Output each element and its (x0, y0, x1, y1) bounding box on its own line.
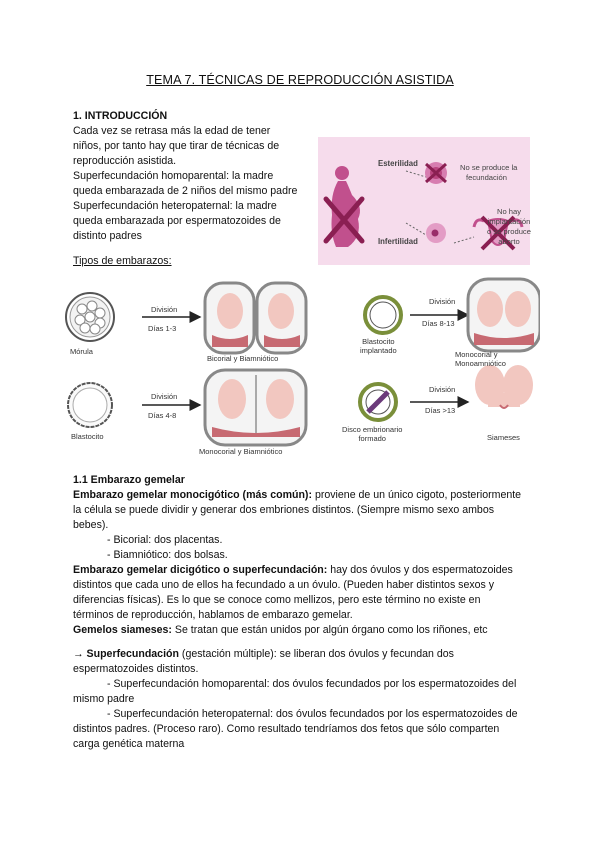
note-no-fertilization (460, 163, 517, 183)
stage-line: Blastocito (362, 337, 395, 346)
bicorial-biamniotic-icon (205, 283, 306, 353)
infertility-infographic (318, 137, 530, 265)
result-label-bicorial: Bicorial y Biamniótico (207, 354, 279, 363)
superfec-bullet-heteropaternal: - Superfecundación heteropaternal: dos óvulos fecundados por los espermatozoides de (107, 708, 518, 720)
intro-line: Superfecundación homoparental: la madre (73, 170, 274, 182)
di-term: Embarazo gemelar dicigótico o superfecundación: (73, 564, 328, 576)
stage-line: formado (358, 434, 386, 443)
result-label-siameses: Siameses (487, 433, 520, 442)
intro-line: reproducción asistida. (73, 155, 177, 167)
di-line: distintos que cada uno de ellos ha fecundado a un óvulo. (Pueden haber distintos sexos y (73, 579, 495, 591)
result-label-monoamniotico: Monocorial y Monoamniótico (455, 350, 506, 368)
arrow-label-days: Días >13 (425, 406, 456, 415)
note-line: No se produce la (460, 163, 518, 172)
di-text: hay dos óvulos y dos espermatozoides (327, 564, 513, 576)
di-line: términos de reproducción, hablamos de embarazo gemelar. (73, 609, 353, 621)
superfec-bullet-homoparental: - Superfecundación homoparental: dos óvulos fecundados por los espermatozoides del (107, 678, 517, 690)
mono-line: bebes). (73, 519, 109, 531)
arrow-label-days: Días 8-13 (422, 319, 455, 328)
label-esterilidad: Esterilidad (378, 159, 418, 168)
note-line: aborto (498, 237, 520, 246)
arrow-label-division: División (429, 385, 456, 394)
superfec-line: espermatozoides distintos. (73, 663, 199, 675)
section11-body (73, 488, 553, 638)
note-line: fecundación (466, 173, 507, 182)
monocorial-biamniotic-icon (205, 370, 306, 445)
mono-text: proviene de un único cigoto, posteriormente (312, 489, 522, 501)
superfec-line: carga genética materna (73, 738, 185, 750)
stage-label-blastocito: Blastocito (71, 432, 104, 441)
mono-term: Embarazo gemelar monocigótico (más común): (73, 489, 312, 501)
arrow-label-days: Días 4-8 (148, 411, 177, 420)
siam-text: Se tratan que están unidos por algún órgano como los riñones, etc (171, 624, 488, 636)
note-line: o se produce (487, 227, 531, 236)
intro-paragraph (73, 124, 297, 244)
types-heading: Tipos de embarazos: (73, 255, 172, 267)
embryonic-disc-icon (360, 384, 396, 420)
superfec-line (73, 647, 553, 662)
pregnant-woman-icon (326, 166, 362, 247)
arrow-label-division: División (151, 392, 178, 401)
morula-icon (66, 293, 114, 341)
stage-line: Disco embrionario (342, 425, 403, 434)
note-line: No hay (496, 207, 522, 216)
bullet-biamniotico: - Biamniótico: dos bolsas. (107, 549, 228, 561)
bullet-bicorial: - Bicorial: dos placentas. (107, 534, 223, 546)
di-line: diferencias físicas). Es lo que se conoce como mellizos, pero este término no existe en (73, 594, 481, 606)
arrow-label-division: División (151, 305, 178, 314)
stage-line: implantado (360, 346, 397, 355)
page-title: TEMA 7. TÉCNICAS DE REPRODUCCIÓN ASISTIDA (146, 73, 454, 87)
intro-line: queda embarazada por espermatozoides de (73, 215, 281, 227)
label-infertilidad: Infertilidad (378, 237, 418, 246)
stage-label-blastocito-implantado (360, 337, 397, 355)
intro-line: Cada vez se retrasa más la edad de tener (73, 125, 271, 137)
stage-label-morula: Mórula (70, 347, 93, 356)
egg-no-fertilization-icon (425, 162, 447, 184)
siamese-twins-icon (475, 365, 533, 408)
section-heading-embarazo-gemelar: 1.1 Embarazo gemelar (73, 474, 185, 486)
monocorial-monoamniotic-icon (468, 279, 540, 351)
intro-line: distinto padres (73, 230, 142, 242)
siam-term: Gemelos siameses: (73, 624, 172, 636)
superfecundacion-block (73, 647, 553, 752)
blastocyst-icon (68, 383, 112, 427)
superfec-term: Superfecundación (86, 648, 179, 660)
superfec-line: distintos padres. (Proceso raro). Como resultado tendríamos dos fetos que sólo comparten (73, 723, 500, 735)
mono-line: la célula se puede dividir y generar dos embriones distintos. (Siempre mismo sexo ambos (73, 504, 495, 516)
arrow-label-days: Días 1-3 (148, 324, 177, 333)
twin-types-diagram (60, 275, 540, 470)
stage-label-disco-embrionario (342, 425, 402, 443)
arrow-label-division: División (429, 297, 456, 306)
twin-types-art (60, 275, 540, 470)
intro-line: niños, por tanto hay que tirar de técnicas de (73, 140, 280, 152)
section-heading-introduccion: 1. INTRODUCCIÓN (73, 110, 168, 122)
note-no-implantation (486, 207, 532, 247)
fertilized-egg-icon (426, 223, 446, 243)
note-line: implantación (487, 217, 531, 226)
intro-line: Superfecundación heteropaternal: la madre (73, 200, 277, 212)
siam-line (73, 623, 553, 638)
superfec-line: mismo padre (73, 693, 135, 705)
result-label-monocorial-biamniotico: Monocorial y Biamniótico (199, 447, 283, 456)
mono-line (73, 488, 553, 503)
di-line (73, 563, 553, 578)
implanted-blastocyst-icon (365, 297, 401, 333)
superfec-text: (gestación múltiple): se liberan dos óvulos y fecundan dos (178, 648, 454, 660)
intro-line: queda embarazada de 2 niños del mismo padre (73, 185, 298, 197)
arrow-icon: → (73, 648, 87, 660)
